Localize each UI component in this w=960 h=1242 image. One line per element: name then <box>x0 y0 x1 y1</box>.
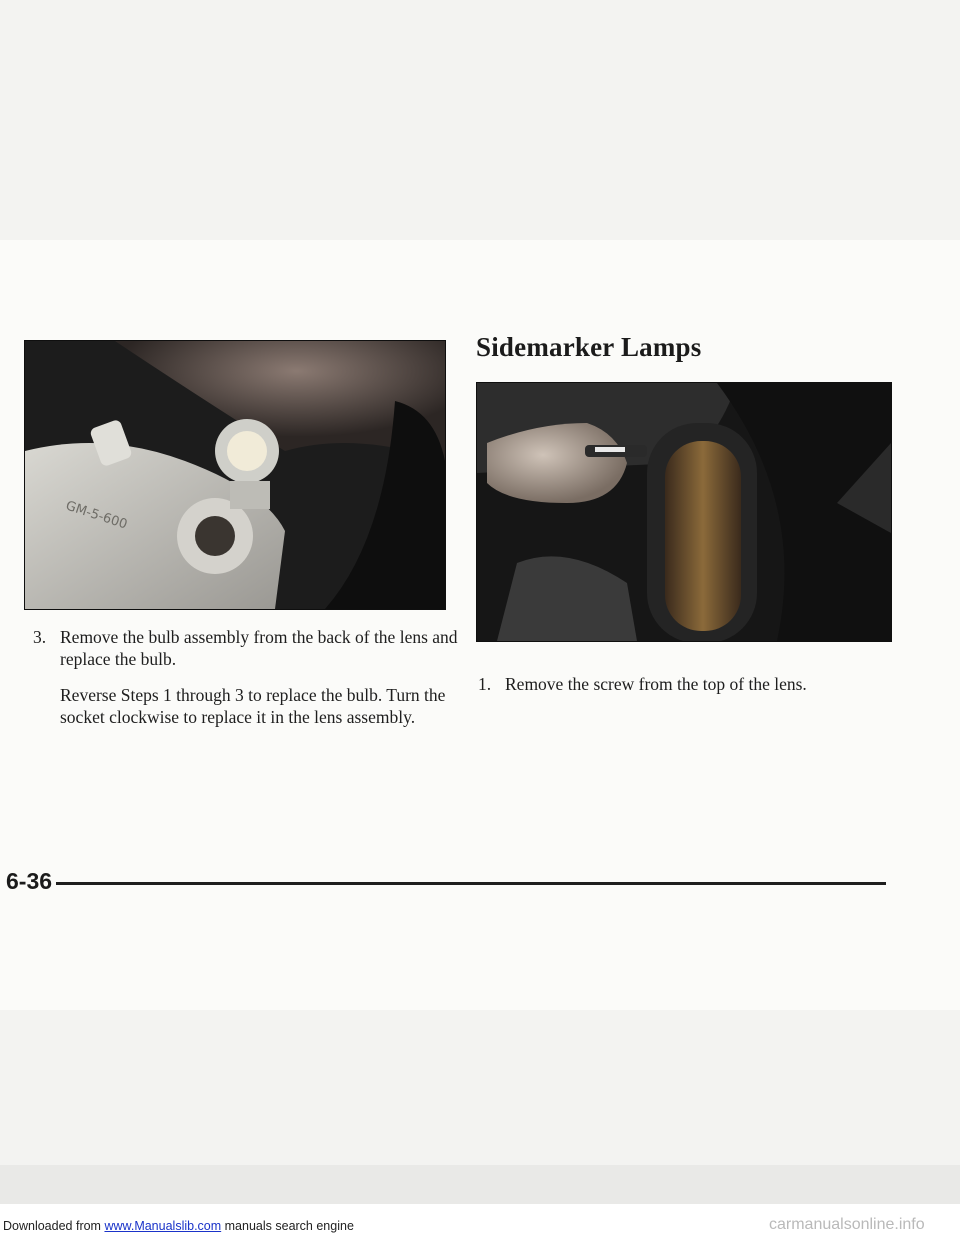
photo-bulb-assembly-image <box>25 341 445 609</box>
manualslib-link[interactable]: www.Manualslib.com <box>104 1219 222 1233</box>
step-1-text: Remove the screw from the top of the lens. <box>505 674 807 694</box>
step-1 <box>478 673 925 695</box>
step-3-number: 3. <box>33 627 47 647</box>
photo-sidemarker-screw <box>476 382 892 642</box>
step-1-number: 1. <box>478 674 492 694</box>
page-number: 6-36 <box>6 868 53 894</box>
step-3-text: Remove the bulb assembly from the back of the lens and replace the bulb. <box>60 627 458 669</box>
watermark: carmanualsonline.info <box>769 1216 925 1233</box>
footer-rule <box>56 882 886 885</box>
reverse-steps-paragraph: Reverse Steps 1 through 3 to replace the bulb. Turn the socket clockwise to replace it in the lens assembly. <box>60 685 446 727</box>
download-banner <box>3 1219 354 1233</box>
photo-sidemarker-screw-image <box>477 383 891 641</box>
photo-bulb-assembly <box>24 340 446 610</box>
download-suffix: manuals search engine <box>221 1219 354 1233</box>
download-prefix: Downloaded from <box>3 1219 105 1233</box>
section-title: Sidemarker Lamps <box>476 332 702 362</box>
step-3 <box>33 626 480 670</box>
svg-text:GM-5-600: GM-5-600 <box>63 498 130 533</box>
